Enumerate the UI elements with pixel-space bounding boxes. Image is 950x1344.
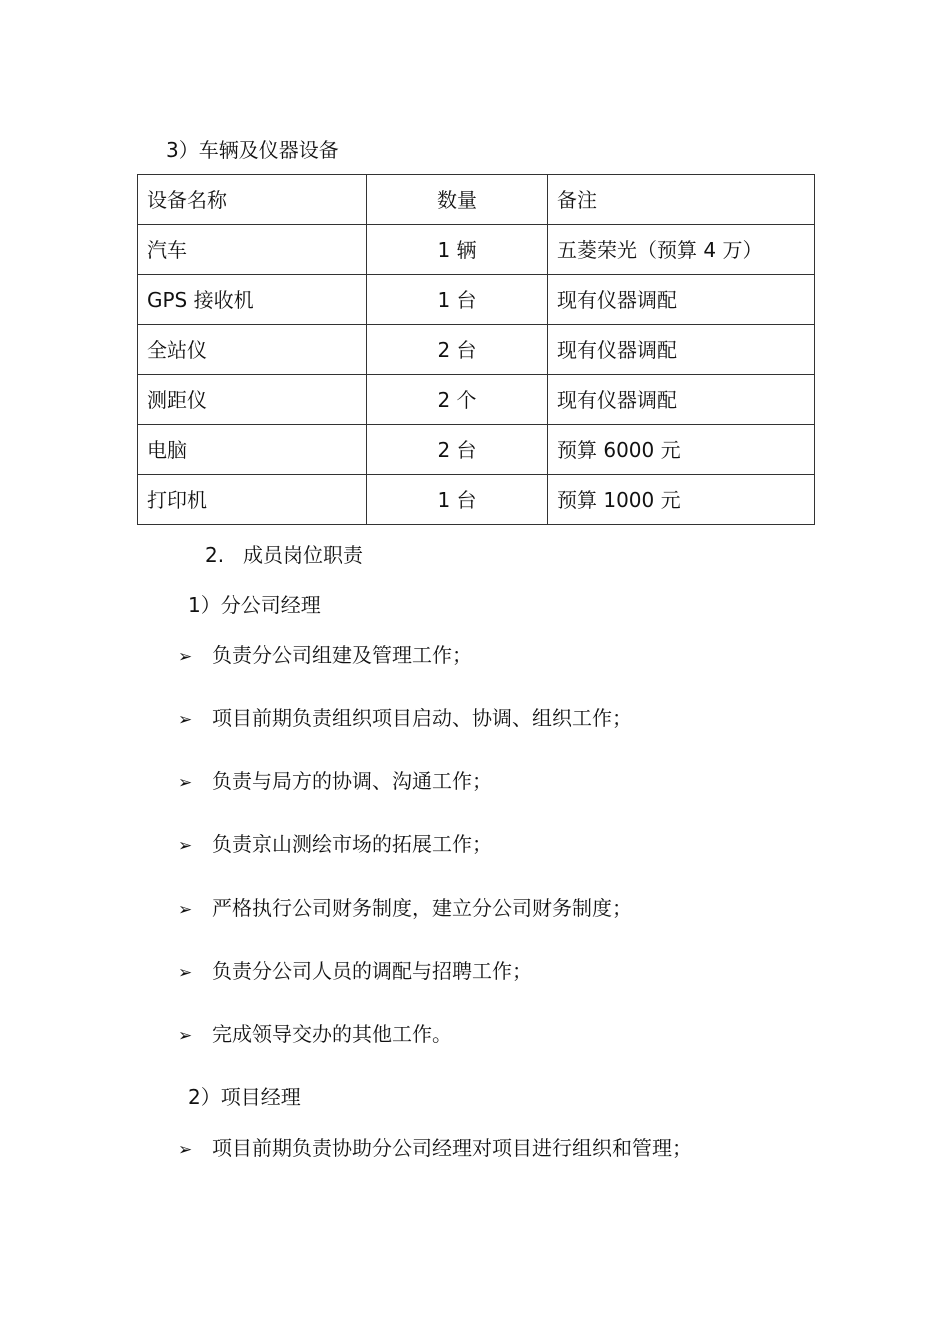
cell-note: 五菱荣光（预算 4 万） bbox=[548, 225, 815, 275]
list-item bbox=[178, 957, 532, 987]
list-item bbox=[178, 894, 632, 924]
cell-note: 现有仪器调配 bbox=[548, 275, 815, 325]
cell-quantity: 2 台 bbox=[367, 425, 548, 475]
table-row bbox=[138, 275, 815, 325]
list-item-text: 完成领导交办的其他工作。 bbox=[212, 1022, 452, 1046]
arrow-bullet-icon: ➢ bbox=[178, 1026, 193, 1046]
list-item bbox=[178, 1020, 452, 1050]
table-row bbox=[138, 375, 815, 425]
header-note: 备注 bbox=[548, 175, 815, 225]
role-title: 2）项目经理 bbox=[188, 1085, 301, 1109]
list-item-text: 项目前期负责协助分公司经理对项目进行组织和管理； bbox=[212, 1136, 692, 1160]
section-number: 2. bbox=[205, 543, 225, 567]
table-header-row bbox=[138, 175, 815, 225]
cell-quantity: 1 辆 bbox=[367, 225, 548, 275]
list-item-text: 严格执行公司财务制度，建立分公司财务制度； bbox=[212, 896, 632, 920]
cell-name: 测距仪 bbox=[138, 375, 367, 425]
arrow-bullet-icon: ➢ bbox=[178, 773, 193, 793]
cell-name: 全站仪 bbox=[138, 325, 367, 375]
section-heading bbox=[205, 541, 363, 569]
list-item-text: 负责京山测绘市场的拓展工作； bbox=[212, 832, 492, 856]
header-name: 设备名称 bbox=[138, 175, 367, 225]
list-item bbox=[178, 830, 492, 860]
list-item-text: 负责与局方的协调、沟通工作； bbox=[212, 769, 492, 793]
table-row bbox=[138, 225, 815, 275]
cell-note: 预算 1000 元 bbox=[548, 475, 815, 525]
arrow-bullet-icon: ➢ bbox=[178, 836, 193, 856]
table-row bbox=[138, 425, 815, 475]
cell-name: GPS 接收机 bbox=[138, 275, 367, 325]
arrow-bullet-icon: ➢ bbox=[178, 900, 193, 920]
list-item bbox=[178, 641, 472, 671]
role-title: 1）分公司经理 bbox=[188, 593, 321, 617]
cell-name: 电脑 bbox=[138, 425, 367, 475]
cell-quantity: 1 台 bbox=[367, 275, 548, 325]
cell-note: 现有仪器调配 bbox=[548, 375, 815, 425]
section-title: 3）车辆及仪器设备 bbox=[166, 138, 339, 162]
list-item-text: 项目前期负责组织项目启动、协调、组织工作； bbox=[212, 706, 632, 730]
list-item-text: 负责分公司人员的调配与招聘工作； bbox=[212, 959, 532, 983]
cell-note: 预算 6000 元 bbox=[548, 425, 815, 475]
list-item bbox=[178, 1134, 692, 1164]
equipment-table bbox=[137, 174, 815, 525]
header-quantity: 数量 bbox=[367, 175, 548, 225]
table-row bbox=[138, 325, 815, 375]
cell-quantity: 2 个 bbox=[367, 375, 548, 425]
cell-quantity: 2 台 bbox=[367, 325, 548, 375]
arrow-bullet-icon: ➢ bbox=[178, 1140, 193, 1160]
list-item-text: 负责分公司组建及管理工作； bbox=[212, 643, 472, 667]
arrow-bullet-icon: ➢ bbox=[178, 647, 193, 667]
cell-quantity: 1 台 bbox=[367, 475, 548, 525]
section-heading-text: 成员岗位职责 bbox=[243, 543, 363, 567]
arrow-bullet-icon: ➢ bbox=[178, 710, 193, 730]
list-item bbox=[178, 704, 632, 734]
list-item bbox=[178, 767, 492, 797]
cell-note: 现有仪器调配 bbox=[548, 325, 815, 375]
cell-name: 打印机 bbox=[138, 475, 367, 525]
arrow-bullet-icon: ➢ bbox=[178, 963, 193, 983]
table-row bbox=[138, 475, 815, 525]
cell-name: 汽车 bbox=[138, 225, 367, 275]
